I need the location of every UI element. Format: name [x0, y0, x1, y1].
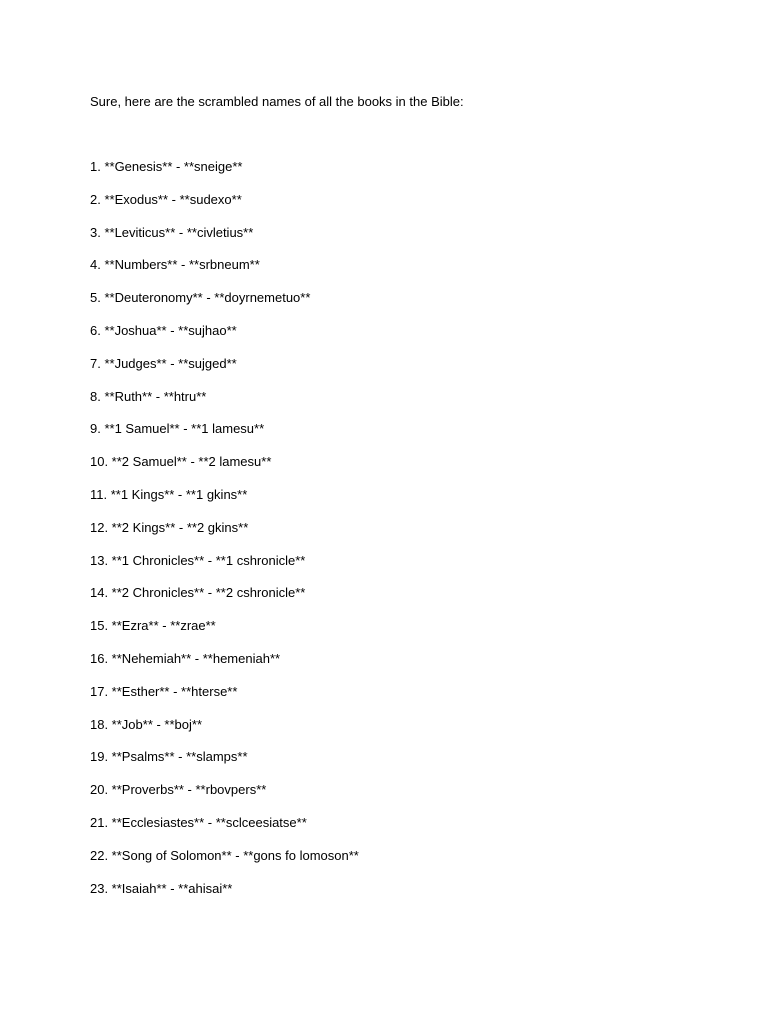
list-item: 16. **Nehemiah** - **hemeniah**	[90, 650, 281, 666]
list-item: 17. **Esther** - **hterse**	[90, 683, 238, 699]
list-item: 20. **Proverbs** - **rbovpers**	[90, 782, 267, 798]
list-item: 14. **2 Chronicles** - **2 cshronicle**	[90, 585, 306, 601]
intro-text: Sure, here are the scrambled names of all the books in the Bible:	[90, 94, 464, 109]
list-item: 5. **Deuteronomy** - **doyrnemetuo**	[90, 290, 311, 306]
list-item: 13. **1 Chronicles** - **1 cshronicle**	[90, 552, 306, 568]
list-item: 7. **Judges** - **sujged**	[90, 355, 237, 371]
list-item: 23. **Isaiah** - **ahisai**	[90, 880, 233, 896]
list-item: 3. **Leviticus** - **civletius**	[90, 224, 254, 240]
list-item: 1. **Genesis** - **sneige**	[90, 159, 243, 174]
list-item: 18. **Job** - **boj**	[90, 716, 203, 732]
list-item: 4. **Numbers** - **srbneum**	[90, 257, 260, 273]
list-item: 12. **2 Kings** - **2 gkins**	[90, 519, 249, 535]
list-item: 15. **Ezra** - **zrae**	[90, 618, 216, 634]
list-item: 11. **1 Kings** - **1 gkins**	[90, 486, 248, 502]
book-list	[90, 159, 359, 913]
list-item: 8. **Ruth** - **htru**	[90, 388, 207, 404]
list-item: 22. **Song of Solomon** - **gons fo lomoson**	[90, 847, 359, 863]
list-item: 19. **Psalms** - **slamps**	[90, 749, 248, 765]
list-item: 6. **Joshua** - **sujhao**	[90, 322, 237, 338]
list-item: 21. **Ecclesiastes** - **sclceesiatse**	[90, 814, 307, 830]
list-item: 2. **Exodus** - **sudexo**	[90, 191, 242, 207]
list-item: 9. **1 Samuel** - **1 lamesu**	[90, 421, 265, 437]
list-item: 10. **2 Samuel** - **2 lamesu**	[90, 454, 272, 470]
